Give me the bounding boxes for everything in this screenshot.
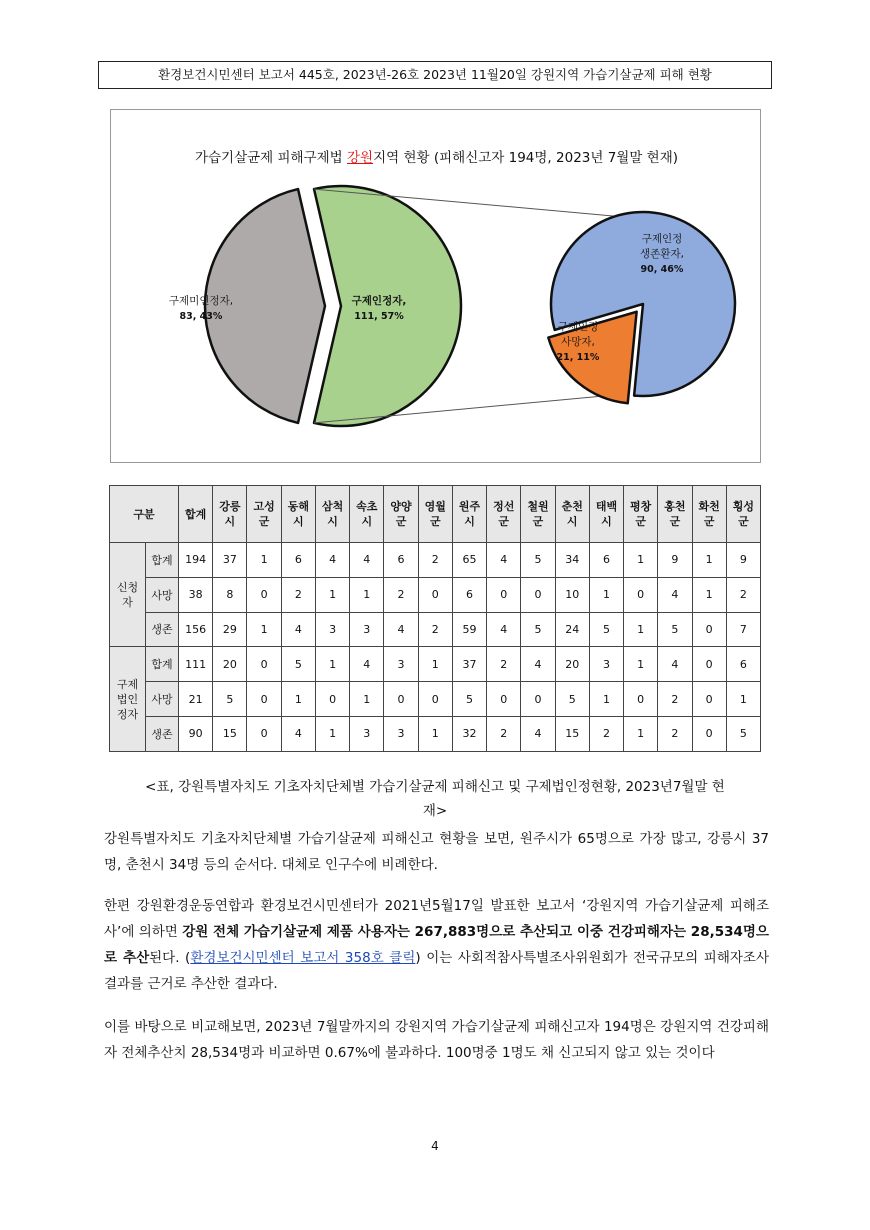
table-col-header-line: 양양 (390, 500, 412, 513)
table-cell: 1 (418, 716, 452, 751)
table-cell: 111 (179, 647, 213, 682)
chart-title-highlight: 강원 (347, 150, 374, 166)
table-cell: 0 (315, 682, 349, 717)
table-col-header-line: 군 (738, 515, 749, 528)
table-cell: 1 (247, 543, 281, 578)
chart-title (111, 146, 762, 166)
table-cell: 0 (247, 577, 281, 612)
table-cell: 1 (350, 682, 384, 717)
table-col-header-line: 군 (669, 515, 681, 528)
table-corner-cell: 구분 (110, 486, 179, 543)
table-col-header-line: 태백 (595, 500, 618, 513)
table-col-header-line: 동해 (287, 500, 309, 513)
table-col-header-7 (418, 486, 452, 543)
table-header-row (110, 486, 761, 543)
table-col-header-line: 시 (464, 515, 475, 528)
table-cell: 9 (658, 543, 692, 578)
table-cell: 2 (658, 716, 692, 751)
table-cell: 4 (281, 716, 315, 751)
table-cell: 4 (315, 543, 349, 578)
paragraph-2 (104, 893, 769, 997)
table-col-header-12 (589, 486, 623, 543)
pie-chart-figure (110, 109, 761, 463)
table-col-header-line: 강릉 (219, 500, 241, 513)
table-group-line: 법인 (116, 692, 139, 706)
table-cell: 0 (692, 682, 726, 717)
label-survivor-value: 90, 46% (640, 264, 684, 275)
chart-title-prefix: 가습기살균제 피해구제법 (194, 150, 348, 166)
table-cell: 1 (726, 682, 760, 717)
table-group-cell (110, 543, 146, 647)
table-cell: 2 (487, 647, 521, 682)
table-cell: 6 (384, 543, 418, 578)
table-group-cell (110, 647, 146, 751)
table-col-header-13 (624, 486, 658, 543)
label-unrecognized (159, 294, 243, 324)
table-cell: 3 (315, 612, 349, 647)
table-group-line: 정자 (116, 707, 139, 721)
paragraph-2-text-a: 한편 강원환경운동연합과 환경보건시민센터가 2021년5월17일 발표한 보고서 ‘강원지역 가습기살균제 피해조사’에 의하면 (104, 898, 769, 940)
table-cell: 0 (521, 577, 555, 612)
report-358-link[interactable]: 환경보건시민센터 보고서 358호 클릭 (190, 950, 416, 966)
table-cell: 5 (658, 612, 692, 647)
table-cell: 0 (692, 716, 726, 751)
table-cell: 0 (692, 612, 726, 647)
label-recognized (343, 294, 415, 324)
table-cell: 5 (213, 682, 247, 717)
table-col-header-line: 원주 (458, 500, 481, 513)
table-cell: 1 (589, 682, 623, 717)
table-cell: 4 (658, 647, 692, 682)
table-row (110, 543, 761, 578)
table-cell: 2 (726, 577, 760, 612)
table-cell: 0 (521, 682, 555, 717)
table-cell: 1 (418, 647, 452, 682)
table-cell: 1 (624, 543, 658, 578)
table-cell: 1 (315, 577, 349, 612)
table-type-cell: 사망 (146, 682, 179, 717)
table-cell: 3 (350, 612, 384, 647)
table-cell: 2 (589, 716, 623, 751)
table-col-header-line: 시 (566, 515, 578, 528)
table-cell: 6 (452, 577, 486, 612)
table-cell: 2 (418, 612, 452, 647)
stats-table (109, 485, 761, 752)
table-col-header-line: 정선 (493, 500, 515, 513)
table-cell: 0 (418, 577, 452, 612)
label-unrecognized-value: 83, 43% (179, 311, 223, 322)
table-cell: 4 (487, 612, 521, 647)
table-col-header-0 (179, 486, 213, 543)
table-cell: 7 (726, 612, 760, 647)
label-survivor-name-1: 구제인정 (641, 233, 683, 245)
report-header: 환경보건시민센터 보고서 445호, 2023년-26호 2023년 11월20일 강원지역 가습기살균제 피해 현황 (98, 61, 772, 89)
table-cell: 4 (384, 612, 418, 647)
table-cell: 0 (624, 577, 658, 612)
table-col-header-line: 시 (293, 515, 304, 528)
table-group-line: 자 (122, 595, 133, 609)
table-row (110, 577, 761, 612)
table-col-header-11 (555, 486, 589, 543)
table-col-header-6 (384, 486, 418, 543)
label-death-name-1: 구제인정 (557, 321, 599, 333)
table-cell: 5 (281, 647, 315, 682)
label-recognized-name: 구제인정자, (351, 295, 407, 307)
table-cell: 37 (452, 647, 486, 682)
table-cell: 20 (555, 647, 589, 682)
table-cell: 2 (418, 543, 452, 578)
table-col-header-line: 군 (498, 515, 510, 528)
table-col-header-14 (658, 486, 692, 543)
table-group-line: 구제 (116, 677, 139, 691)
table-cell: 20 (213, 647, 247, 682)
table-col-header-5 (350, 486, 384, 543)
table-cell: 4 (350, 543, 384, 578)
label-death (547, 320, 609, 365)
table-caption (98, 775, 772, 823)
table-cell: 0 (487, 577, 521, 612)
table-col-header-line: 군 (429, 515, 441, 528)
table-caption-line-1: <표, 강원특별자치도 기초자치단체별 가습기살균제 피해신고 및 구제법인정현황, 2023년7월말 현 (145, 779, 725, 795)
table-col-header-2 (247, 486, 281, 543)
table-cell: 9 (726, 543, 760, 578)
table-cell: 6 (589, 543, 623, 578)
table-cell: 1 (350, 577, 384, 612)
table-cell: 2 (384, 577, 418, 612)
table-cell: 8 (213, 577, 247, 612)
table-cell: 1 (247, 612, 281, 647)
table-col-header-line: 춘천 (561, 500, 583, 513)
table-col-header-4 (315, 486, 349, 543)
table-cell: 3 (589, 647, 623, 682)
table-col-header-line: 평창 (630, 500, 652, 513)
label-death-name-2: 사망자, (561, 336, 595, 348)
table-cell: 1 (624, 716, 658, 751)
table-cell: 0 (247, 682, 281, 717)
paragraph-3: 이를 바탕으로 비교해보면, 2023년 7월말까지의 강원지역 가습기살균제 피해신고자 194명은 강원지역 건강피해자 전체추산치 28,534명과 비교하면 0.67%에 불과하다. 100명중 1명도 채 신고되지 않고 있는 것이다 (104, 1019, 769, 1061)
table-col-header-line: 속초 (356, 500, 378, 513)
table-row (110, 716, 761, 751)
table-row (110, 647, 761, 682)
table-col-header-line: 시 (224, 515, 236, 528)
table-cell: 59 (452, 612, 486, 647)
table-group-line: 신청 (116, 580, 139, 594)
label-unrecognized-name: 구제미인정자, (168, 295, 234, 307)
main-pie (205, 186, 461, 426)
table-type-cell: 합계 (146, 647, 179, 682)
table-cell: 0 (624, 682, 658, 717)
table-col-header-line: 군 (635, 515, 646, 528)
table-cell: 38 (179, 577, 213, 612)
table-cell: 90 (179, 716, 213, 751)
table-col-header-line: 군 (532, 515, 544, 528)
table-col-header-line: 군 (703, 515, 715, 528)
table-cell: 2 (281, 577, 315, 612)
table-cell: 1 (315, 647, 349, 682)
table-type-cell: 생존 (146, 716, 179, 751)
table-cell: 4 (487, 543, 521, 578)
table-cell: 1 (692, 543, 726, 578)
table-cell: 1 (315, 716, 349, 751)
table-body (110, 543, 761, 752)
table-cell: 3 (384, 716, 418, 751)
table-cell: 1 (624, 612, 658, 647)
table-cell: 4 (521, 716, 555, 751)
table-row (110, 682, 761, 717)
table-col-header-9 (487, 486, 521, 543)
table-cell: 24 (555, 612, 589, 647)
table-cell: 4 (658, 577, 692, 612)
table-cell: 0 (247, 647, 281, 682)
table-cell: 32 (452, 716, 486, 751)
table-cell: 2 (487, 716, 521, 751)
table-cell: 15 (555, 716, 589, 751)
table-cell: 5 (521, 612, 555, 647)
table-col-header-line: 합계 (185, 507, 207, 521)
table-cell: 1 (589, 577, 623, 612)
table-col-header-3 (281, 486, 315, 543)
table-col-header-line: 철원 (527, 500, 549, 513)
table-cell: 29 (213, 612, 247, 647)
table-cell: 3 (384, 647, 418, 682)
table-col-header-line: 시 (327, 515, 338, 528)
table-cell: 0 (247, 716, 281, 751)
table-cell: 6 (281, 543, 315, 578)
paragraph-2-bold: 강원 전체 가습기살균제 제품 사용자는 267,883명으로 추산되고 이중 건강피해자는 28,534명으로 추산 (104, 924, 769, 966)
table-cell: 5 (726, 716, 760, 751)
table-col-header-1 (213, 486, 247, 543)
paragraph-2-text-b: 된다. ( (149, 950, 191, 966)
table-col-header-line: 화천 (698, 500, 720, 513)
table-cell: 0 (384, 682, 418, 717)
paragraph-1: 강원특별자치도 기초자치단체별 가습기살균제 피해신고 현황을 보면, 원주시가 65명으로 가장 많고, 강릉시 37명, 춘천시 34명 등의 순서다. 대체로 인구수에 비례한다. (104, 831, 769, 873)
table-cell: 0 (418, 682, 452, 717)
table-row (110, 612, 761, 647)
table-cell: 2 (658, 682, 692, 717)
table-cell: 37 (213, 543, 247, 578)
table-cell: 156 (179, 612, 213, 647)
table-col-header-line: 군 (258, 515, 270, 528)
table-col-header-8 (452, 486, 486, 543)
table-cell: 0 (692, 647, 726, 682)
table-cell: 5 (521, 543, 555, 578)
table-cell: 4 (350, 647, 384, 682)
paragraph-2-text-c: ) 이는 사회적참사특별조사위원회가 전국규모의 피해자조사 결과를 근거로 추산한 결과다. (104, 950, 769, 992)
table-col-header-15 (692, 486, 726, 543)
table-cell: 21 (179, 682, 213, 717)
label-survivor-name-2: 생존환자, (640, 248, 684, 260)
table-col-header-line: 횡성 (732, 500, 755, 513)
table-cell: 6 (726, 647, 760, 682)
table-type-cell: 합계 (146, 543, 179, 578)
table-cell: 1 (692, 577, 726, 612)
table-cell: 1 (281, 682, 315, 717)
table-cell: 194 (179, 543, 213, 578)
table-caption-line-2: 재> (422, 803, 448, 819)
table-col-header-line: 시 (601, 515, 612, 528)
table-cell: 5 (555, 682, 589, 717)
chart-title-suffix: 지역 현황 (피해신고자 194명, 2023년 7월말 현재) (373, 150, 679, 166)
label-survivor (633, 232, 691, 277)
table-cell: 34 (555, 543, 589, 578)
table-cell: 1 (624, 647, 658, 682)
table-type-cell: 사망 (146, 577, 179, 612)
table-cell: 15 (213, 716, 247, 751)
table-cell: 3 (350, 716, 384, 751)
table-col-header-line: 고성 (253, 500, 275, 513)
page-number: 4 (431, 1139, 439, 1153)
table-col-header-16 (726, 486, 760, 543)
table-col-header-line: 영월 (424, 500, 446, 513)
table-cell: 0 (487, 682, 521, 717)
table-cell: 5 (452, 682, 486, 717)
table-col-header-line: 삼척 (321, 500, 344, 513)
table-cell: 65 (452, 543, 486, 578)
table-col-header-line: 군 (395, 515, 407, 528)
table-cell: 4 (281, 612, 315, 647)
table-cell: 5 (589, 612, 623, 647)
table-cell: 4 (521, 647, 555, 682)
table-col-header-10 (521, 486, 555, 543)
table-col-header-line: 시 (361, 515, 373, 528)
table-cell: 10 (555, 577, 589, 612)
table-col-header-line: 홍천 (664, 500, 686, 513)
label-recognized-value: 111, 57% (354, 311, 404, 322)
label-death-value: 21, 11% (556, 352, 600, 363)
table-type-cell: 생존 (146, 612, 179, 647)
